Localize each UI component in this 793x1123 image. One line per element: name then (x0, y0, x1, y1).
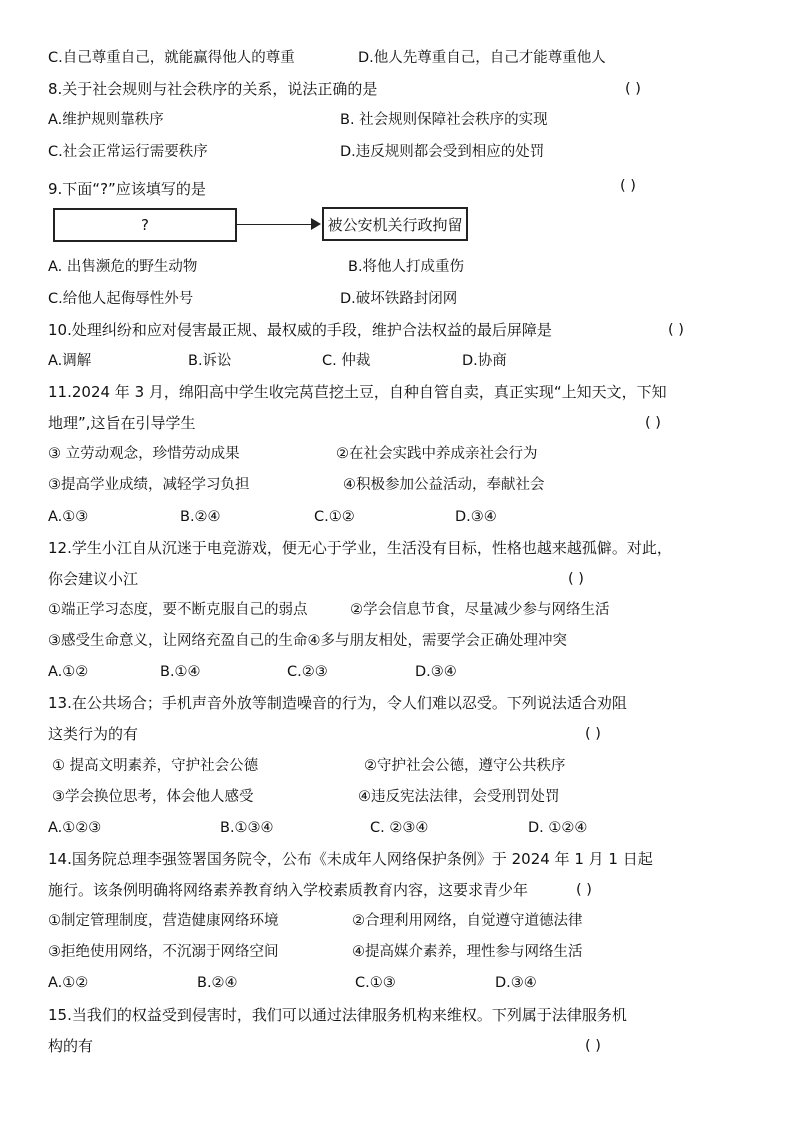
q14-item-2: ②合理利用网络，自觉遵守道德法律 (352, 913, 583, 929)
q9-option-b: B.将他人打成重伤 (348, 259, 465, 275)
q8-answer-blank: ( ) (625, 81, 641, 97)
q9-option-d: D.破坏铁路封闭网 (340, 291, 458, 307)
q14-option-b: B.②④ (197, 975, 238, 991)
q8-stem: 8.关于社会规则与社会秩序的关系，说法正确的是 (48, 80, 378, 98)
q14-stem-line-1: 14.国务院总理李强签署国务院令，公布《未成年人网络保护条例》于 2024 年 1 月 1 日起 (48, 850, 653, 868)
q13-item-1: ① 提高文明素养，守护社会公德 (52, 758, 259, 774)
q8-option-b: B. 社会规则保障社会秩序的实现 (340, 112, 548, 128)
q12-stem-line-1: 12.学生小江自从沉迷于电竞游戏，便无心于学业，生活没有目标，性格也越来越孤僻。对此， (48, 539, 672, 557)
q15-stem-line-2: 构的有 (48, 1037, 94, 1055)
q7-option-c: C.自己尊重自己，就能赢得他人的尊重 (48, 50, 295, 66)
q11-option-a: A.①③ (48, 509, 89, 525)
q12-item-3: ③感受生命意义，让网络充盈自己的生命④多与朋友相处，需要学会正确处理冲突 (48, 633, 567, 649)
q14-answer-blank: ( ) (576, 882, 592, 898)
q9-option-a: A. 出售濒危的野生动物 (48, 259, 198, 275)
q11-option-b: B.②④ (180, 509, 221, 525)
q11-item-3: ③提高学业成绩，减轻学习负担 (48, 477, 250, 493)
q8-option-c: C.社会正常运行需要秩序 (48, 144, 208, 160)
q11-option-c: C.①② (314, 509, 355, 525)
q14-item-1: ①制定管理制度，营造健康网络环境 (48, 913, 279, 929)
q15-answer-blank: ( ) (585, 1038, 601, 1054)
q12-option-a: A.①② (48, 664, 89, 680)
q13-answer-blank: ( ) (585, 726, 601, 742)
q13-item-2: ②守护社会公德，遵守公共秩序 (364, 758, 566, 774)
q14-option-a: A.①② (48, 975, 89, 991)
diagram-question-box (53, 208, 237, 242)
q12-answer-blank: ( ) (568, 571, 584, 587)
q11-stem-line-2: 地理”,这旨在引导学生 (48, 414, 196, 432)
q10-stem: 10.处理纠纷和应对侵害最正规、最权威的手段，维护合法权益的最后屏障是 (48, 321, 552, 339)
q13-stem-line-1: 13.在公共场合；手机声音外放等制造噪音的行为，令人们难以忍受。下列说法适合劝阻 (48, 694, 627, 712)
q13-option-c: C. ②③④ (370, 820, 429, 836)
diagram-question-mark: ? (141, 216, 149, 234)
q13-option-d: D. ①②④ (528, 820, 588, 836)
q12-option-d: D.③④ (415, 664, 457, 680)
diagram-arrow-icon (311, 218, 321, 230)
q13-item-3: ③学会换位思考，体会他人感受 (52, 789, 254, 805)
q12-item-1: ①端正学习态度，要不断克服自己的弱点 (48, 602, 308, 618)
q12-item-2: ②学会信息节食，尽量减少参与网络生活 (350, 602, 610, 618)
q14-item-4: ④提高媒介素养，理性参与网络生活 (352, 944, 583, 960)
q11-answer-blank: ( ) (645, 415, 661, 431)
q13-stem-line-2: 这类行为的有 (48, 725, 139, 743)
q12-stem-line-2: 你会建议小江 (48, 570, 139, 588)
q12-option-b: B.①④ (160, 664, 201, 680)
q9-answer-blank: ( ) (620, 178, 636, 194)
q11-item-4: ④积极参加公益活动，奉献社会 (343, 477, 545, 493)
q8-option-a: A.维护规则靠秩序 (48, 112, 164, 128)
q10-option-c: C. 仲裁 (322, 353, 371, 369)
q14-stem-line-2: 施行。该条例明确将网络素养教育纳入学校素质教育内容，这要求青少年 (48, 881, 529, 899)
q14-item-3: ③拒绝使用网络，不沉溺于网络空间 (48, 944, 279, 960)
q10-answer-blank: ( ) (668, 322, 684, 338)
q14-option-d: D.③④ (495, 975, 537, 991)
diagram-result-box (322, 207, 468, 241)
q11-item-2: ②在社会实践中养成亲社会行为 (336, 446, 538, 462)
q14-option-c: C.①③ (355, 975, 396, 991)
q10-option-a: A.调解 (48, 353, 92, 369)
q10-option-b: B.诉讼 (188, 353, 232, 369)
q8-option-d: D.违反规则都会受到相应的处罚 (340, 144, 545, 160)
q9-option-c: C.给他人起侮辱性外号 (48, 291, 194, 307)
q13-option-a: A.①②③ (48, 820, 102, 836)
q11-item-1: ③ 立劳动观念，珍惜劳动成果 (48, 446, 240, 462)
q10-option-d: D.协商 (462, 353, 507, 369)
q15-stem-line-1: 15.当我们的权益受到侵害时，我们可以通过法律服务机构来维权。下列属于法律服务机 (48, 1006, 627, 1024)
q11-stem-line-1: 11.2024 年 3 月，绵阳高中学生收完莴苣挖土豆，自种自管自卖，真正实现“上知天文，下知 (48, 383, 667, 401)
q12-option-c: C.②③ (287, 664, 328, 680)
diagram-arrow-line (236, 224, 312, 225)
diagram-result-label: 被公安机关行政拘留 (327, 215, 463, 234)
q13-option-b: B.①③④ (220, 820, 274, 836)
q13-item-4: ④违反宪法法律，会受刑罚处罚 (358, 789, 560, 805)
q9-stem: 9.下面“?”应该填写的是 (48, 180, 206, 198)
q11-option-d: D.③④ (455, 509, 497, 525)
q7-option-d: D.他人先尊重自己，自己才能尊重他人 (358, 50, 606, 66)
